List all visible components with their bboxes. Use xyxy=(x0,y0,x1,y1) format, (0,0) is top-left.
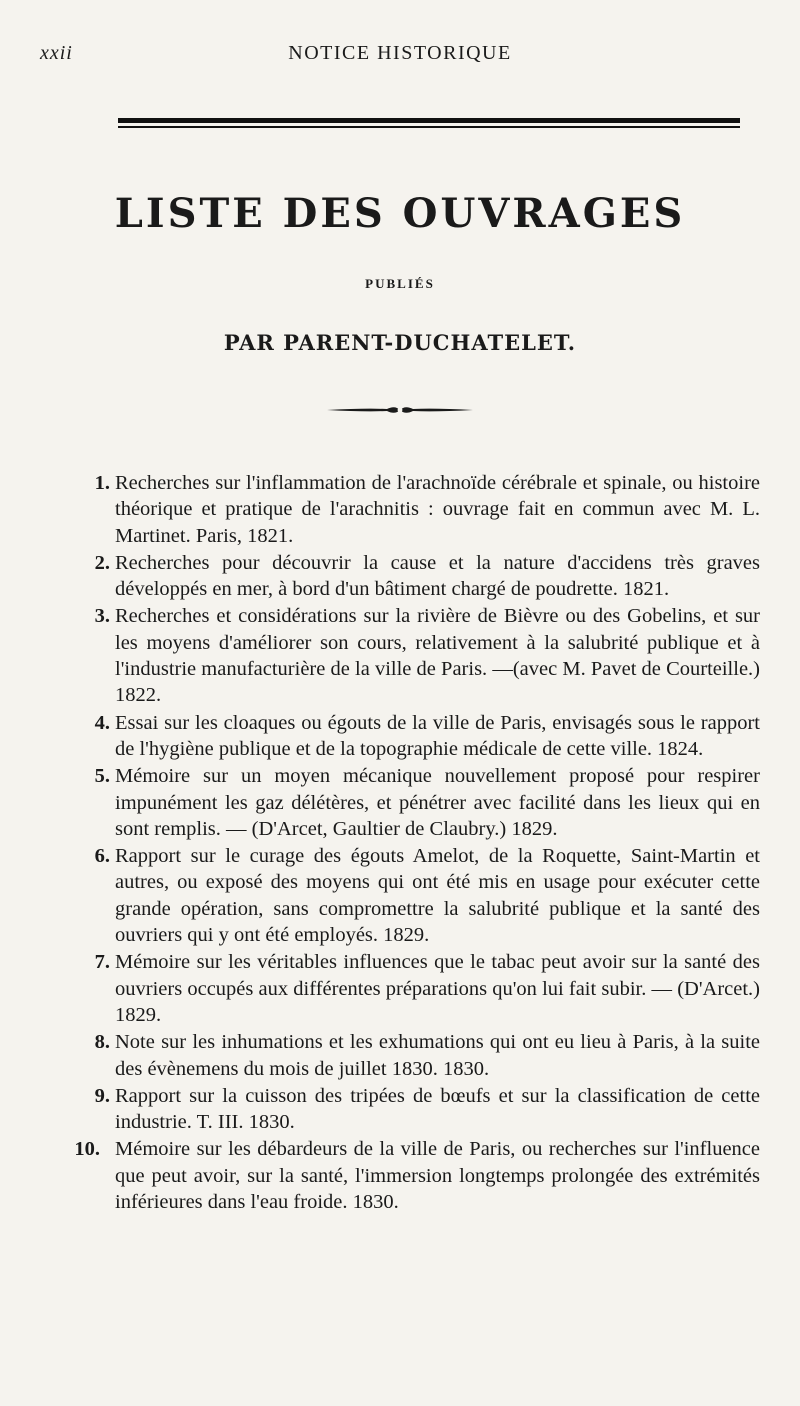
publication-entry xyxy=(50,603,760,708)
entry-text: Rapport sur la cuisson des tripées de bœufs et sur la classification de cette industrie. T. III. 1830. xyxy=(115,1084,760,1134)
entry-number: 9. xyxy=(94,1084,110,1107)
entry-text: Mémoire sur les débardeurs de la ville de Paris, ou recherches sur l'influence que peut avoir, sur la santé, l'immersion longtemps prolongée des extrémités inférieures dans l'eau froide. 1830. xyxy=(115,1138,760,1214)
publication-entry xyxy=(50,550,760,603)
entry-number: 4. xyxy=(94,711,110,734)
entry-number: 5. xyxy=(94,765,110,788)
entry-text: Recherches pour découvrir la cause et la nature d'accidens très graves développés en mer, à bord d'un bâtiment chargé de poudrette. 1821. xyxy=(115,551,760,601)
section-subtitle: PUBLIÉS xyxy=(365,276,435,291)
entry-text: Mémoire sur un moyen mécanique nouvellement proposé pour respirer impunément les gaz délétères, et pénétrer avec facilité dans les lieux qui en sont remplis. — (D'Arcet, Gaultier de Claubry.) 1829. xyxy=(115,765,760,840)
entry-text: Rapport sur le curage des égouts Amelot, de la Roquette, Saint-Martin et autres, ou exposé des moyens qui ont été mis en usage pour exécuter cette grande opération, sans compromettre la salubrité publique et la santé des ouvriers qui y ont été employés. 1829. xyxy=(115,845,760,947)
publication-entry xyxy=(50,949,760,1028)
publication-entry xyxy=(50,1083,760,1136)
entry-number: 6. xyxy=(94,845,110,868)
page-header xyxy=(40,42,760,72)
entry-number: 8. xyxy=(94,1031,110,1054)
double-rule-thick xyxy=(118,118,740,123)
entry-text: Essai sur les cloaques ou égouts de la ville de Paris, envisagés sous le rapport de l'hygiène publique et de la topographie médicale de cette ville. 1824. xyxy=(115,711,760,760)
entry-number: 2. xyxy=(94,551,110,574)
author-byline: PAR PARENT-DUCHATELET. xyxy=(223,330,577,355)
entry-number: 7. xyxy=(94,951,110,974)
publication-entry xyxy=(50,763,760,842)
ornament-divider xyxy=(325,402,475,418)
entry-text: Recherches et considérations sur la rivière de Bièvre ou des Gobelins, et sur les moyens d'améliorer son cours, relativement à la salubrité publique et à l'industrie manufacturière de la ville de Paris. —(avec M. Pavet de Courteille.) 1822. xyxy=(115,605,760,707)
entry-text: Recherches sur l'inflammation de l'arachnoïde cérébrale et spinale, ou histoire théorique et pratique de l'arachnitis : ouvrage fait en commun avec M. L. Martinet. Paris, 1821. xyxy=(115,472,760,547)
entry-number: 3. xyxy=(94,605,110,628)
publication-entry xyxy=(50,843,760,948)
entry-text: Note sur les inhumations et les exhumations qui ont eu lieu à Paris, à la suite des évènemens du mois de juillet 1830. 1830. xyxy=(115,1031,760,1080)
entry-number: 1. xyxy=(94,472,110,494)
section-title: LISTE DES OUVRAGES xyxy=(114,190,686,237)
publication-entry xyxy=(50,710,760,763)
publication-entry xyxy=(50,1029,760,1082)
publication-entry xyxy=(50,470,760,549)
double-rule-thin xyxy=(118,126,740,128)
publication-entry xyxy=(50,1136,760,1215)
entry-text: Mémoire sur les véritables influences que le tabac peut avoir sur la santé des ouvriers occupés aux différentes préparations qu'on lui fait subir. — (D'Arcet.) 1829. xyxy=(115,951,760,1026)
publication-list xyxy=(50,470,760,1216)
entry-number: 10. xyxy=(74,1138,100,1161)
folio: xxii xyxy=(40,42,73,64)
running-head: NOTICE HISTORIQUE xyxy=(288,42,512,64)
